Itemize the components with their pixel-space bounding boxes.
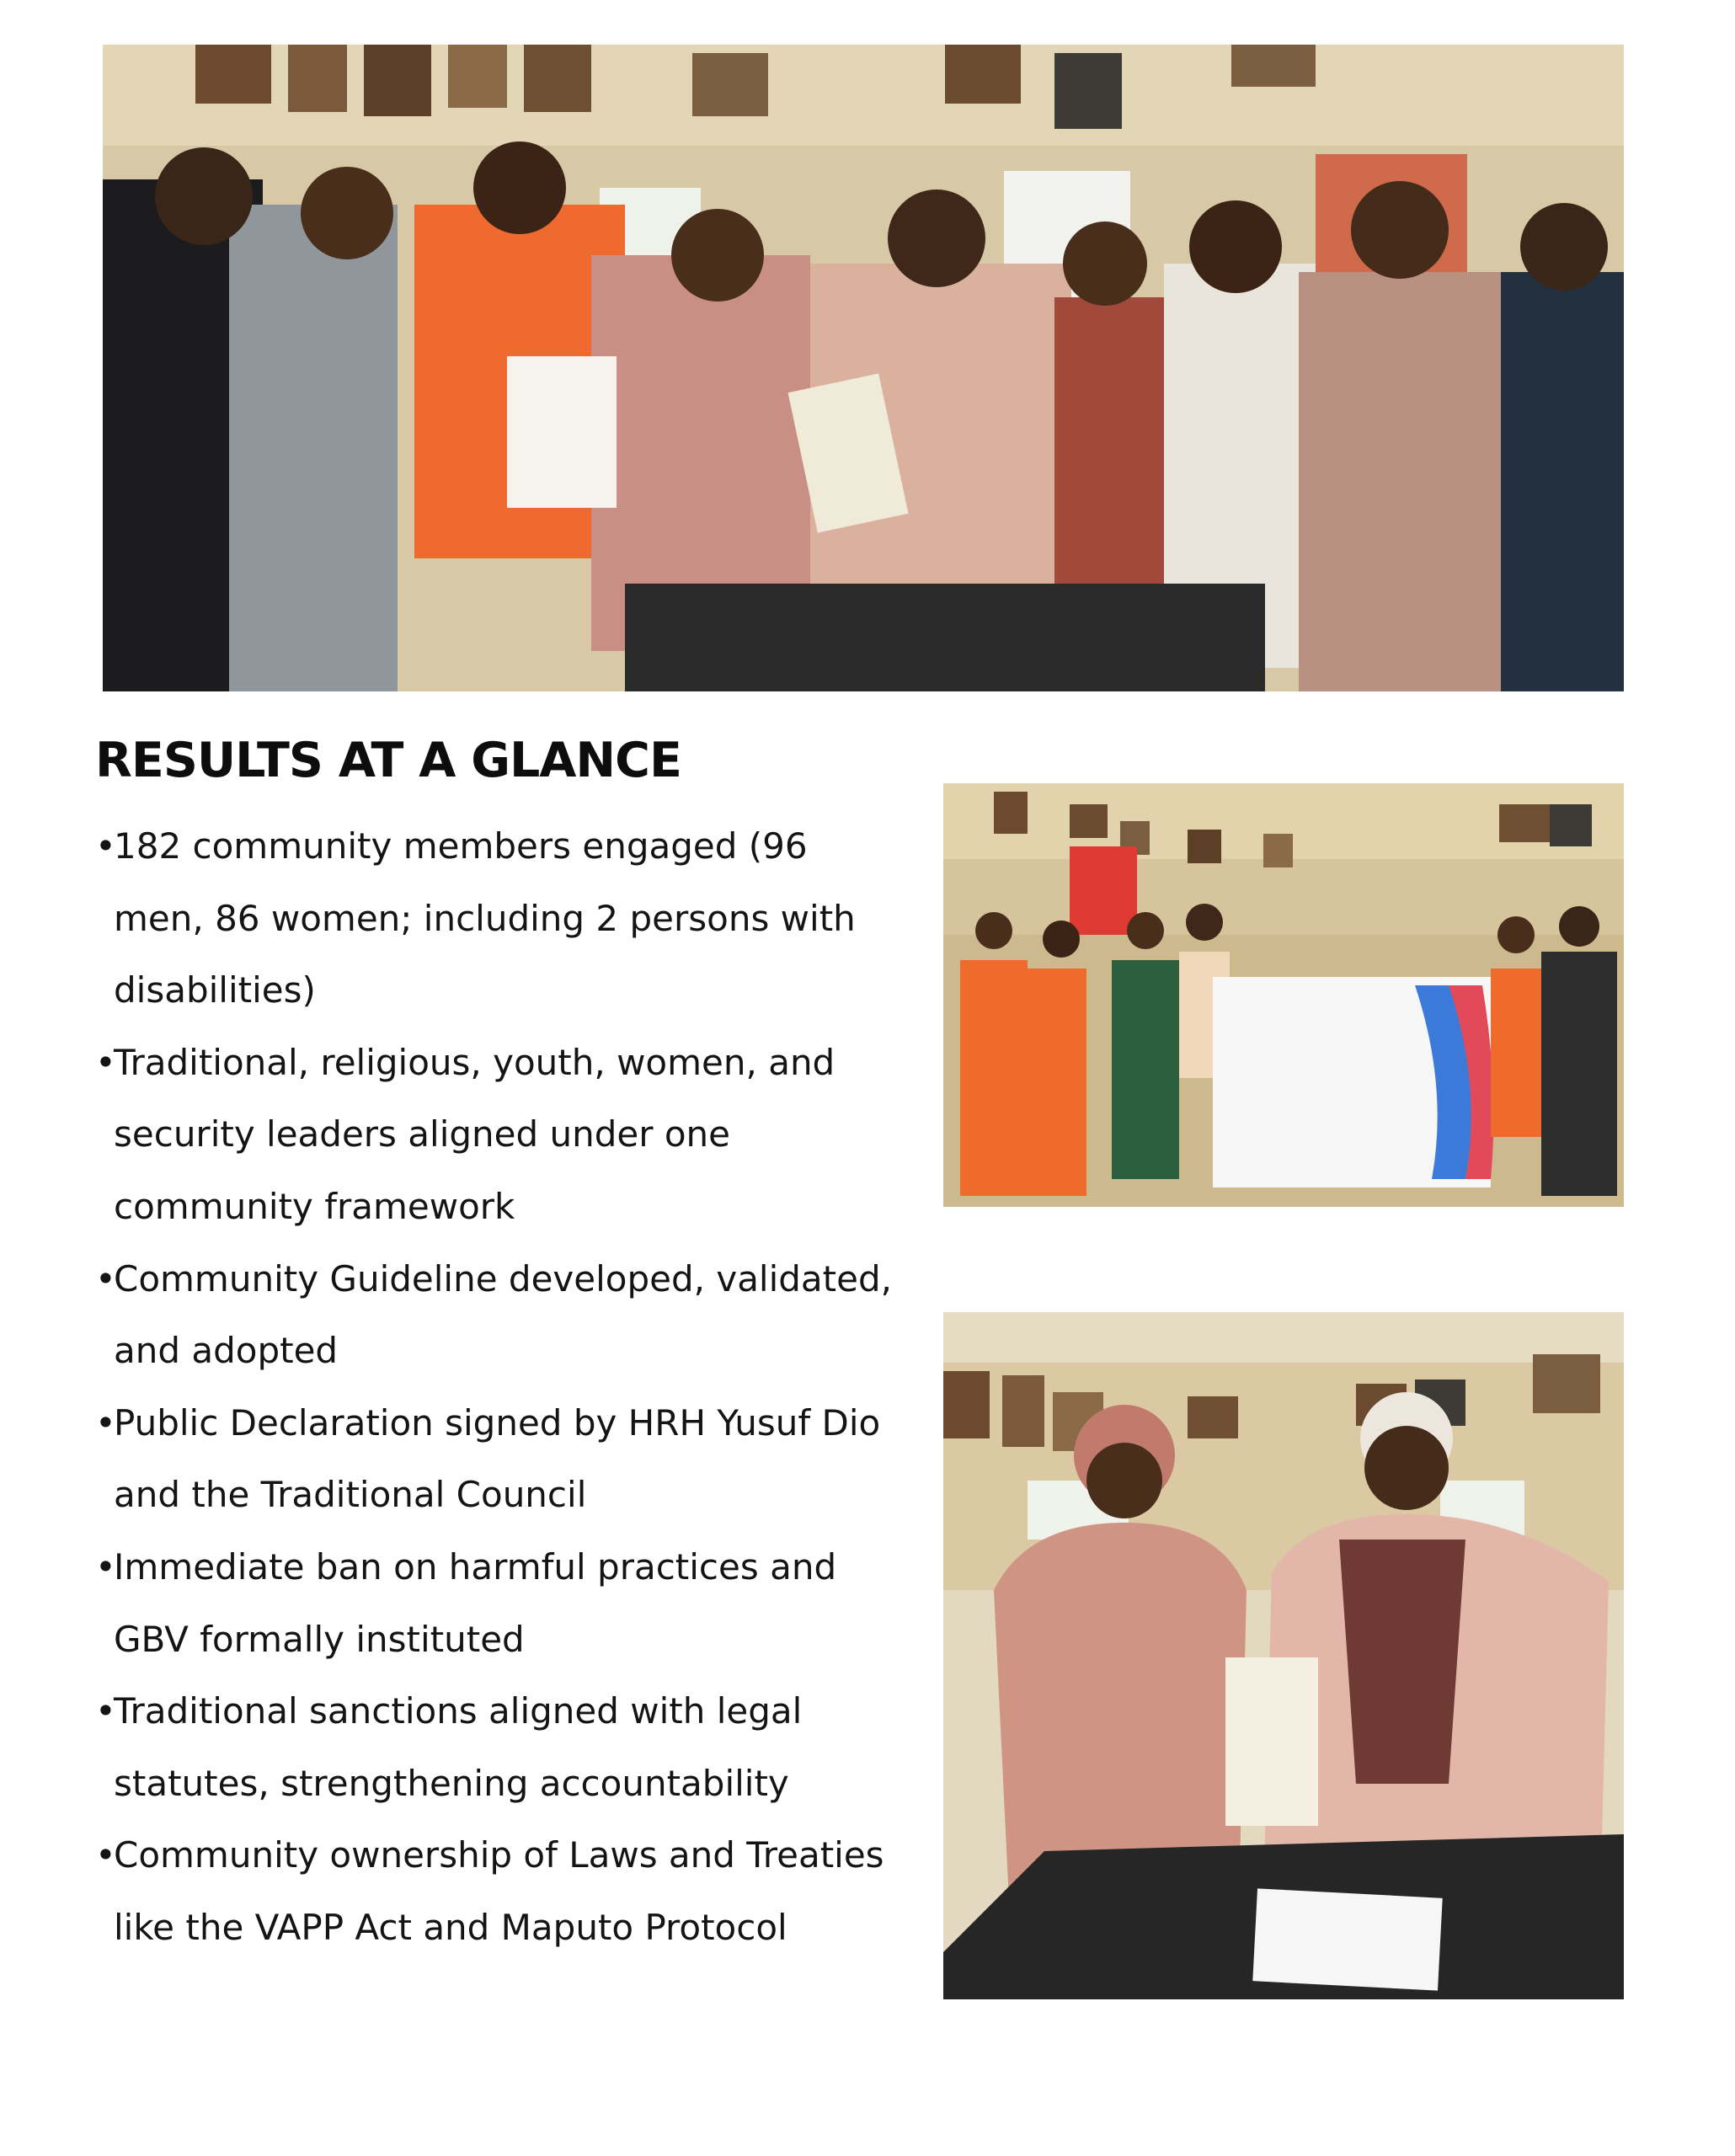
result-text: Immediate ban on harmful practices and GBV formally instituted (114, 1545, 837, 1660)
result-text: 182 community members engaged (96 men, 86 women; including 2 persons with disabilities) (114, 825, 856, 1011)
bullet: • (95, 1041, 116, 1083)
result-text: Traditional sanctions aligned with legal statutes, strengthening accountability (114, 1690, 803, 1804)
signing-photo-bottom (943, 1312, 1624, 1999)
results-list (95, 810, 904, 1964)
result-text: Traditional, religious, youth, women, and security leaders aligned under one community framework (114, 1041, 835, 1227)
result-text: Public Declaration signed by HRH Yusuf Dio and the Traditional Council (114, 1401, 881, 1516)
list-item (95, 1243, 904, 1387)
list-item (95, 1027, 904, 1243)
banner-photo-middle-image (943, 783, 1624, 1207)
list-item (95, 810, 904, 1027)
bullet: • (95, 1690, 116, 1732)
group-photo-top-image (103, 45, 1624, 691)
result-text: Community ownership of Laws and Treaties like the VAPP Act and Maputo Protocol (114, 1834, 884, 1948)
results-heading: RESULTS AT A GLANCE (95, 733, 681, 788)
result-text: Community Guideline developed, validated, and adopted (114, 1257, 892, 1372)
bullet: • (95, 1257, 116, 1299)
banner-photo-middle (943, 783, 1624, 1207)
list-item (95, 1387, 904, 1531)
list-item (95, 1675, 904, 1819)
signing-photo-bottom-image (943, 1312, 1624, 1999)
bullet: • (95, 825, 116, 867)
list-item (95, 1819, 904, 1963)
bullet: • (95, 1834, 116, 1876)
bullet: • (95, 1545, 116, 1588)
list-item (95, 1531, 904, 1675)
group-photo-top (103, 45, 1624, 691)
bullet: • (95, 1401, 116, 1444)
